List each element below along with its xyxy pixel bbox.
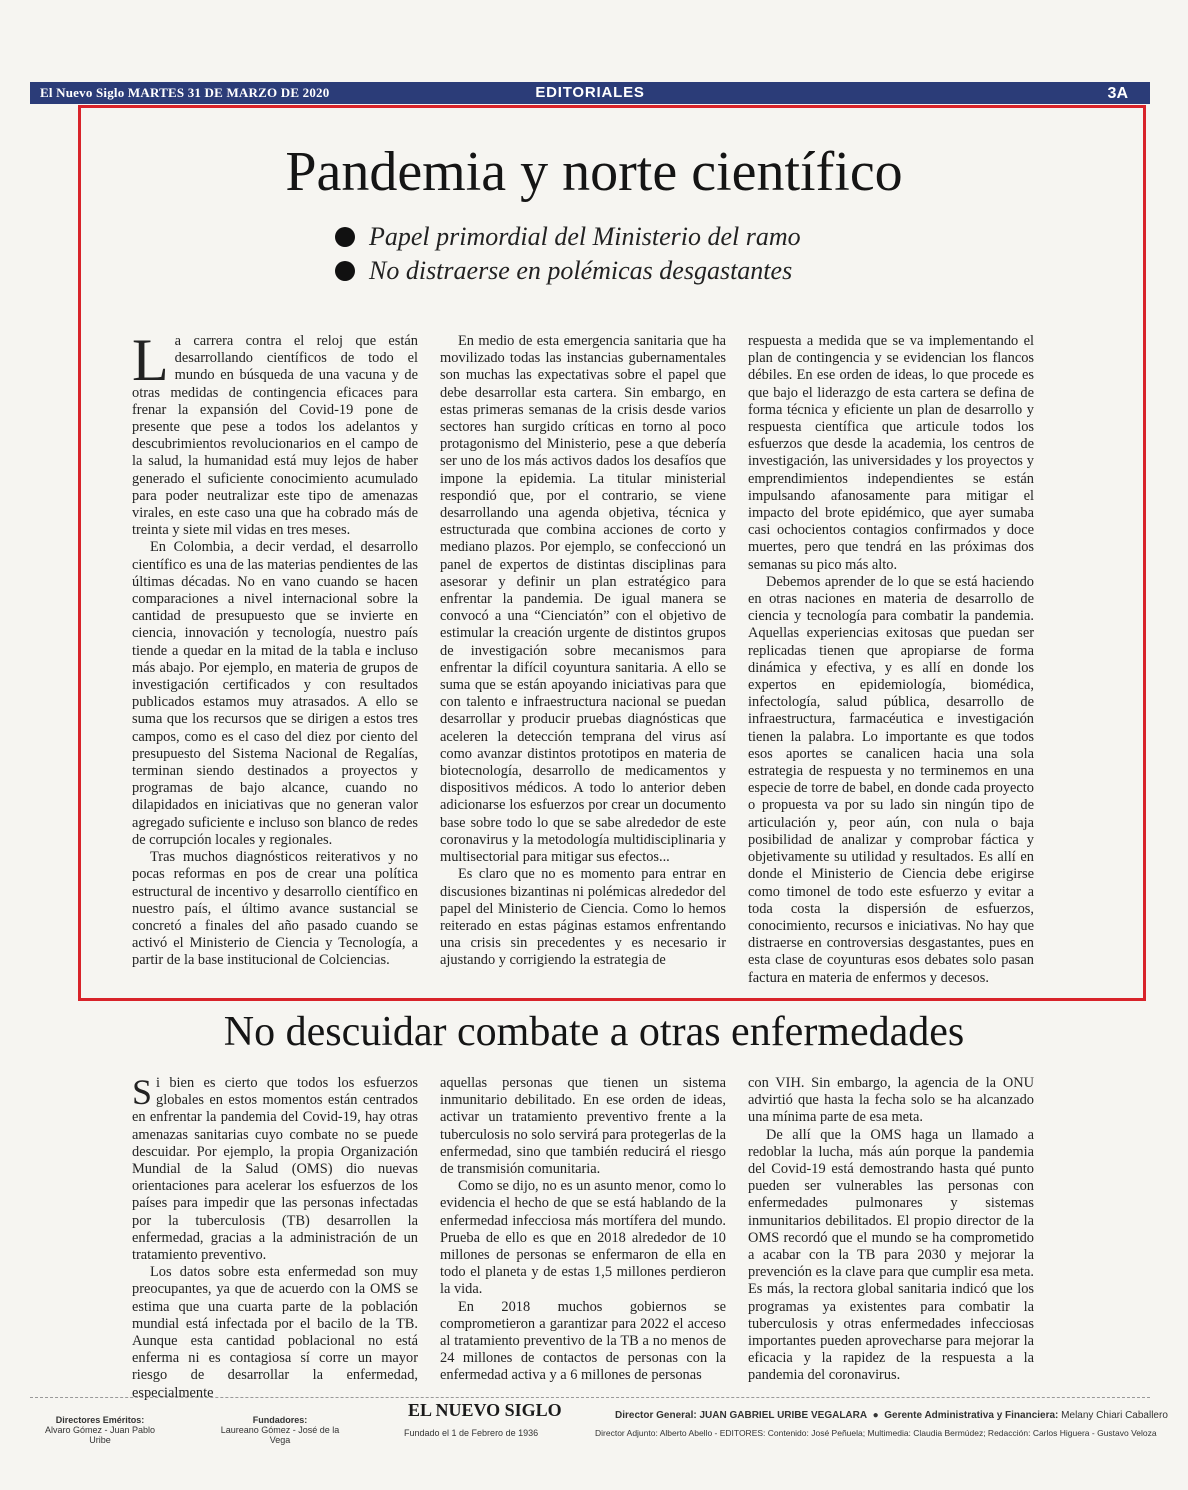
editorial2-column-2 xyxy=(440,1075,726,1385)
editorial1-column-3 xyxy=(748,333,1034,987)
paragraph: a carrera contra el reloj que están desarrollando científicos de todo el mundo en búsqueda de una vacuna y de otras medidas de contingencia eficaces para frenar la expansión del Covid-19 pone de presente que pese a todos los adelantos y descubrimientos revolucionarios en el campo de la salud, la humanidad está muy lejos de haber generado el suficiente conocimiento acumulado para poder neutralizar este tipo de amenazas virales, en este caso una que ha cobrado más de treinta y siete mil vidas en tres meses. xyxy=(132,333,418,539)
editorial1-column-1 xyxy=(132,327,418,970)
emeritus-label: Directores Eméritos: xyxy=(55,1415,145,1425)
paragraph: Los datos sobre esta enfermedad son muy preocupantes, ya que de acuerdo con la OMS se estima que una cuarta parte de la población mundial está infectada por el bacilo de la TB. Aunque esta cantidad poblacional no está enferma ni es contagiosa sí corre un mayor riesgo de desarrollar la enfermedad, especialmente xyxy=(132,1264,418,1401)
founders-label: Fundadores: xyxy=(252,1415,308,1425)
editorial-subheads xyxy=(335,220,801,288)
masthead-name: El Nuevo Siglo xyxy=(40,85,125,100)
director-name: JUAN GABRIEL URIBE VEGALARA xyxy=(699,1410,868,1421)
section-title: EDITORIALES xyxy=(535,84,645,101)
editorial-title: Pandemia y norte científico xyxy=(285,141,903,203)
page-number: 3A xyxy=(1107,85,1128,102)
paragraph: En 2018 muchos gobiernos se comprometieron a garantizar para 2022 el acceso al tratamiento preventivo de la TB a no menos de 24 millones de contactos de personas con la enfermedad activa y a 6 millones de personas xyxy=(440,1298,726,1384)
paragraph: Como se dijo, no es un asunto menor, como lo evidencia el hecho de que se está hablando de la enfermedad infecciosa más mortífera del mundo. Prueba de ello es que en 2018 alrededor de 10 millones de personas se enfermaron de ella en todo el planeta y de estas 1,5 millones perdieron la vida. xyxy=(440,1178,726,1298)
founded-date: Fundado el 1 de Febrero de 1936 xyxy=(404,1428,539,1438)
paragraph: aquellas personas que tienen un sistema inmunitario debilitado. En ese orden de ideas, activar un tratamiento preventivo frente a la tuberculosis no solo servirá para protegerlas de la enfermedad, sino que también reducirá el riesgo de transmisión comunitaria. xyxy=(440,1075,726,1178)
paragraph: De allí que la OMS haga un llamado a redoblar la lucha, más aún porque la pandemia del Covid-19 está demostrando hasta qué punto pueden ser vulnerables las personas con enfermedades pulmonares y sistemas inmunitarios debilitados. El propio director de la OMS recordó que el mundo se ha comprometido a acabar con la TB para 2030 y mejorar la prevención es la clave para que cumplir esa meta. Es más, la rectora global sanitaria indicó que los programas ya existentes para combatir la tuberculosis y otras enfermedades infecciosas importantes pueden aprovecharse para mejorar la eficacia y la rapidez de la respuesta a la pandemia del coronavirus. xyxy=(748,1126,1034,1384)
footer-directors: Director General: JUAN GABRIEL URIBE VEGALARA ● Gerente Administrativa y Financiera: Melany Chiari Caballero xyxy=(615,1410,1168,1421)
footer-founders xyxy=(210,1415,350,1445)
paragraph: Es claro que no es momento para entrar en discusiones bizantinas ni polémicas alrededor del papel del Ministerio de Ciencia. Como lo hemos reiterado en estas páginas estamos enfrentando una crisis sin precedentes y es necesario ir ajustando y corrigiendo la estrategia de xyxy=(440,866,726,969)
paragraph: respuesta a medida que se va implementando el plan de contingencia y se evidencian los flancos débiles. En ese orden de ideas, lo que procede es que bajo el liderazgo de esta cartera se defina de forma técnica y eficiente un plan de desarrollo y respuesta científica que articule todos los esfuerzos que desde la academia, los centros de investigación, las universidades y los proyectos y emprendimientos independientes se están impulsando afanosamente para mitigar el impacto del brote epidémico, que ayer sumaba casi ochocientos contagios confirmados y doce muertes, pero que tendrá en las próximas dos semanas su pico más alto. xyxy=(748,333,1034,573)
subhead-2: No distraerse en polémicas desgastantes xyxy=(335,254,801,288)
paragraph: Tras muchos diagnósticos reiterativos y no pocas reformas en pos de crear una política estructural de incentivo y desarrollo científico en nuestro país, el último avance sustancial se concretó a finales del año pasado cuando se activó el Ministerio de Ciencia y Tecnología, a partir de la base institucional de Colciencias. xyxy=(132,849,418,969)
director-label: Director General: xyxy=(615,1410,697,1421)
paragraph: En medio de esta emergencia sanitaria que ha movilizado todas las instancias gubernamentales son muchas las expectativas sobre el papel que debe desarrollar esta cartera. Sin embargo, en estas primeras semanas de la crisis desde varios sectores han surgido críticas en torno al poco protagonismo del Ministerio, pese a que debería ser uno de los más activos dados los desafíos que impone la epidemia. La titular ministerial respondió que, por el contrario, se viene desarrollando una agenda objetiva, técnica y estructurada que combina acciones de corto y mediano plazos. Por ejemplo, se confeccionó un panel de expertos de distintas disciplinas para asesorar y definir un plan estratégico para enfrentar la pandemia. De igual manera se convocó a una “Cienciatón” con el objetivo de estimular la creación urgente de distintos grupos de investigación sobre mecanismos para enfrentar la difícil coyuntura sanitaria. A ello se suma que se están apoyando iniciativas para que con talento e infraestructura nacional se puedan desarrollar y producir pruebas diagnósticas que aceleren la detección temprana del virus así como avanzar distintos prototipos en materia de biotecnología, desarrollo de medicamentos y dispositivos médicos. A todo lo anterior deben adicionarse los esfuerzos por crear un documento base sobre todo lo que se sabe alrededor de este coronavirus y la metodología multidisciplinaria y multisectorial para mitigar sus efectos... xyxy=(440,333,726,866)
footer-staff: Director Adjunto: Alberto Abello - EDITORES: Contenido: José Peñuela; Multimedia: Claudia Bermúdez; Redacción: Carlos Higuera - Gustavo Veloza xyxy=(595,1428,1157,1438)
editorial1-column-2 xyxy=(440,333,726,970)
subhead-1: Papel primordial del Ministerio del ramo xyxy=(335,220,801,254)
drop-cap: S xyxy=(132,1072,153,1112)
paragraph: i bien es cierto que todos los esfuerzos globales en estos momentos están centrados en enfrentar la pandemia del Covid-19, hay otras amenazas sanitarias cuyo combate no se puede descuidar. Por ejemplo, la propia Organización Mundial de la Salud (OMS) dio nuevas orientaciones para acelerar los esfuerzos de los países para impedir que las personas infectadas por la tuberculosis (TB) desarrollen la enfermedad, gracias a la administración de un tratamiento preventivo. xyxy=(132,1075,418,1264)
paragraph: Debemos aprender de lo que se está haciendo en otras naciones en materia de desarrollo de ciencia y tecnología para combatir la pandemia. Aquellas experiencias exitosas que puedan ser replicadas tienen que apropiarse de forma dinámica y efectiva, y es allí en donde los expertos en epidemiología, biomédica, infectología, salud pública, desarrollo de infraestructura, farmacéutica e investigación tienen la palabra. Lo importante es que todos esos aportes se canalicen hacia una sola estrategia de respuesta y no terminemos en una especie de torre de babel, en donde cada proyecto o propuesta va por su lado sin ningún tipo de articulación y, peor aún, con nula o baja posibilidad de analizar y comprobar fáctica y objetivamente su utilidad y resultados. Es allí en donde el Ministerio de Ciencia debe erigirse como timonel de todo este esfuerzo y evitar a toda costa la dispersión de esfuerzos, conocimiento, recursos e iniciativas. No hay que distraerse en controversias desgastantes, pues en esta clase de coyunturas esos debates solo pasan factura en materia de enfermos y decesos. xyxy=(748,573,1034,986)
manager-name: Melany Chiari Caballero xyxy=(1061,1410,1168,1421)
editorial2-column-1 xyxy=(132,1072,418,1402)
founders-names: Laureano Gómez - José de la Vega xyxy=(220,1425,340,1445)
footer-emeritus xyxy=(40,1415,160,1445)
footer-divider xyxy=(30,1397,1150,1398)
issue-date: MARTES 31 DE MARZO DE 2020 xyxy=(127,85,330,100)
emeritus-names: Alvaro Gómez - Juan Pablo Uribe xyxy=(44,1425,156,1445)
editorial2-title: No descuidar combate a otras enfermedades xyxy=(223,1009,965,1055)
editorial2-column-3 xyxy=(748,1075,1034,1385)
page-header-bar xyxy=(30,82,1150,104)
manager-label: Gerente Administrativa y Financiera: xyxy=(884,1410,1059,1421)
paragraph: con VIH. Sin embargo, la agencia de la ONU advirtió que hasta la fecha solo se ha alcanzado una mínima parte de esa meta. xyxy=(748,1075,1034,1126)
newspaper-logo: EL NUEVO SIGLO xyxy=(408,1400,562,1420)
drop-cap: L xyxy=(132,327,169,393)
paragraph: En Colombia, a decir verdad, el desarrollo científico es una de las materias pendientes de las últimas décadas. No en vano cuando se hacen comparaciones a nivel internacional sobre la cantidad de presupuesto que se invierte en ciencia, innovación y tecnología, nuestro país tiende a quedar en la mitad de la tabla e incluso más abajo. Por ejemplo, en materia de grupos de investigación certificados y con resultados publicados estamos muy atrasados. A ello se suma que los recursos que se dirigen a estos tres campos, como es el caso del diez por ciento del presupuesto del Sistema Nacional de Regalías, terminan siendo destinados a proyectos y programas de bajo alcance, cuando no dilapidados en iniciativas que no generan valor agregado suficiente e incluso son blanco de redes de corrupción locales y regionales. xyxy=(132,539,418,848)
